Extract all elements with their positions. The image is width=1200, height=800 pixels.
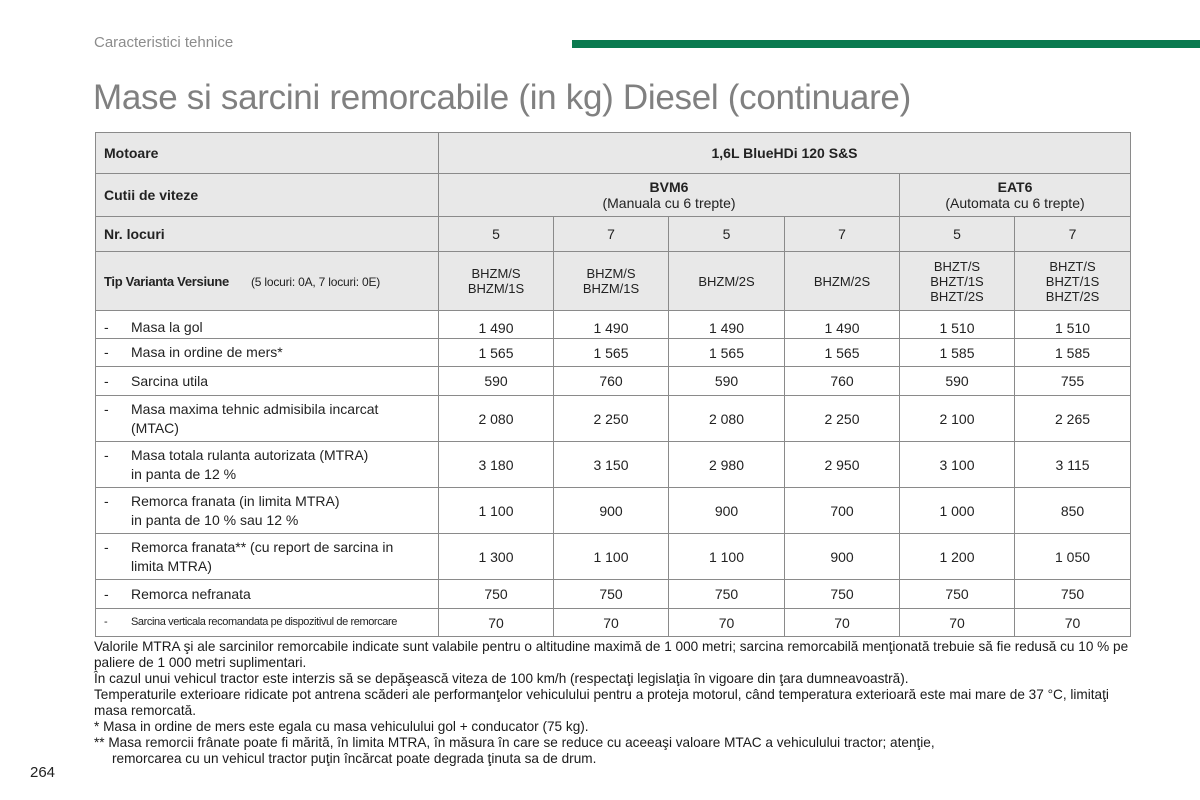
locuri-cell: 7: [1015, 217, 1131, 252]
tip-label-cell: [96, 252, 439, 311]
table-row: [96, 488, 1131, 534]
value-cell: 2 265: [1015, 396, 1131, 442]
footnote-line: * Masa in ordine de mers este egala cu masa vehiculului gol + conducator (75 kg).: [94, 719, 589, 734]
value-cell: 70: [785, 609, 900, 637]
value-cell: 1 585: [1015, 339, 1131, 367]
bullet-dash: -: [104, 616, 108, 628]
row-label-line: in panta de 10 % sau 12 %: [131, 511, 299, 528]
value-cell: 2 080: [669, 396, 785, 442]
value-cell: 760: [554, 367, 669, 396]
tip-cell: [554, 252, 669, 311]
value-cell: 2 250: [785, 396, 900, 442]
value-cell: 590: [669, 367, 785, 396]
row-label-line: in panta de 12 %: [131, 465, 237, 482]
row-label-cell: [96, 442, 439, 488]
row-label: [131, 372, 438, 391]
page-title: Mase si sarcini remorcabile (in kg) Diesel (continuare): [93, 78, 911, 117]
tip-code: BHZT/S: [1049, 258, 1096, 274]
value-cell: 750: [900, 580, 1015, 609]
value-cell: 3 150: [554, 442, 669, 488]
footnote-line: ** Masa remorcii frânate poate fi mărită, în limita MTRA, în măsura în care se reduce cu aceeaşi valoare MTAC a vehiculului tractor; atenţie,: [94, 735, 935, 750]
value-cell: 750: [1015, 580, 1131, 609]
value-cell: 1 585: [900, 339, 1015, 367]
row-label-cell: [96, 339, 439, 367]
row-label-line: Remorca nefranata: [131, 585, 251, 602]
value-cell: 2 980: [669, 442, 785, 488]
value-cell: 70: [554, 609, 669, 637]
tip-cell: [669, 252, 785, 311]
table-row: [96, 534, 1131, 580]
locuri-cell: 7: [554, 217, 669, 252]
row-label-line: (MTAC): [131, 419, 179, 436]
tip-code: BHZM/2S: [813, 273, 871, 289]
tip-code: BHZT/1S: [1045, 273, 1100, 289]
tip-code: BHZM/S: [586, 266, 636, 281]
row-label: [131, 585, 438, 604]
value-cell: 1 100: [439, 488, 554, 534]
value-cell: 2 080: [439, 396, 554, 442]
tip-label: Tip Varianta Versiune: [104, 274, 229, 289]
bullet-dash: -: [104, 585, 109, 602]
row-label-line: limita MTRA): [131, 557, 212, 574]
row-cutii: [96, 174, 1131, 217]
tip-cell: [439, 252, 554, 311]
locuri-cell: 7: [785, 217, 900, 252]
value-cell: 3 100: [900, 442, 1015, 488]
row-label: [131, 446, 438, 484]
gearbox-name: BVM6: [649, 179, 689, 195]
tip-code: BHZT/S: [933, 258, 981, 274]
row-label: [131, 613, 438, 632]
gearbox-desc: (Manuala cu 6 trepte): [602, 195, 736, 211]
tip-code: BHZM/1S: [582, 281, 640, 296]
locuri-cell: 5: [439, 217, 554, 252]
bullet-dash: -: [104, 538, 109, 555]
row-label-cell: [96, 534, 439, 580]
tip-code: BHZM/S: [471, 266, 521, 281]
value-cell: 755: [1015, 367, 1131, 396]
value-cell: 1 490: [669, 311, 785, 339]
table-row: [96, 339, 1131, 367]
value-cell: 1 200: [900, 534, 1015, 580]
value-cell: 1 490: [554, 311, 669, 339]
locuri-cell: 5: [669, 217, 785, 252]
bullet-dash: -: [104, 400, 109, 417]
row-label-cell: [96, 609, 439, 637]
row-label-line: Masa totala rulanta autorizata (MTRA): [131, 446, 369, 463]
row-label-line: Masa in ordine de mers*: [131, 344, 283, 360]
table-row: [96, 396, 1131, 442]
section-label: Caracteristici tehnice: [94, 34, 234, 51]
value-cell: 3 115: [1015, 442, 1131, 488]
row-label-cell: [96, 367, 439, 396]
value-cell: 750: [785, 580, 900, 609]
gearbox-desc: (Automata cu 6 trepte): [945, 195, 1085, 211]
row-label-line: Remorca franata (in limita MTRA): [131, 492, 340, 509]
gearbox-bvm6: [439, 174, 900, 217]
value-cell: 70: [900, 609, 1015, 637]
value-cell: 900: [785, 534, 900, 580]
motoare-label: Motoare: [96, 133, 439, 174]
bullet-dash: -: [104, 319, 109, 335]
value-cell: 3 180: [439, 442, 554, 488]
row-label-line: Sarcina verticala recomandata pe dispozitivul de remorcare: [131, 616, 397, 628]
locuri-cell: 5: [900, 217, 1015, 252]
value-cell: 900: [554, 488, 669, 534]
table-row: [96, 311, 1131, 339]
row-label: [131, 343, 438, 362]
page-number: 264: [30, 764, 56, 781]
row-label: [131, 318, 438, 337]
row-label-line: Remorca franata** (cu report de sarcina in: [131, 538, 394, 555]
row-label-cell: [96, 488, 439, 534]
value-cell: 700: [785, 488, 900, 534]
row-label-line: Masa maxima tehnic admisibila incarcat: [131, 400, 379, 417]
row-label-cell: [96, 311, 439, 339]
bullet-dash: -: [104, 492, 109, 509]
tip-cell: [1015, 252, 1131, 311]
table-row: [96, 442, 1131, 488]
value-cell: 1 565: [785, 339, 900, 367]
row-label-cell: [96, 580, 439, 609]
cutii-label: Cutii de viteze: [96, 174, 439, 217]
locuri-label: Nr. locuri: [96, 217, 439, 252]
value-cell: 1 050: [1015, 534, 1131, 580]
value-cell: 1 490: [785, 311, 900, 339]
footnote-line: În cazul unui vehicul tractor este interzis să se depăşească viteza de 100 km/h (respectaţi legislaţia în vigoare din ţara dumneavoastră).: [94, 671, 909, 686]
tip-code: BHZT/2S: [1045, 288, 1100, 304]
row-label: [131, 400, 438, 438]
value-cell: 70: [669, 609, 785, 637]
gearbox-name: EAT6: [997, 179, 1033, 195]
row-tip-varianta: [96, 252, 1131, 311]
row-label-line: Masa la gol: [131, 319, 203, 335]
value-cell: 750: [669, 580, 785, 609]
bullet-dash: -: [104, 446, 109, 463]
tip-code: BHZT/1S: [930, 273, 984, 289]
specs-table: [95, 132, 1131, 637]
bullet-dash: -: [104, 344, 109, 360]
footnote-line: remorcarea cu un vehicul tractor puţin încărcat poate degrada ţinuta sa de drum.: [112, 751, 597, 766]
value-cell: 1 510: [900, 311, 1015, 339]
value-cell: 760: [785, 367, 900, 396]
value-cell: 750: [554, 580, 669, 609]
footnote-line: Valorile MTRA şi ale sarcinilor remorcabile indicate sunt valabile pentru o altitudine maximă de 1 000 metri; sarcina remorcabilă menţionată trebuie să fie redusă cu 10 % pe paliere de 1 000 metri suplimentari.: [94, 639, 1129, 670]
value-cell: 1 490: [439, 311, 554, 339]
value-cell: 70: [1015, 609, 1131, 637]
tip-code: BHZM/2S: [698, 273, 755, 289]
value-cell: 1 000: [900, 488, 1015, 534]
value-cell: 2 250: [554, 396, 669, 442]
tip-cell: [785, 252, 900, 311]
motor-name: 1,6L BlueHDi 120 S&S: [439, 133, 1131, 174]
value-cell: 2 100: [900, 396, 1015, 442]
footnotes: [94, 639, 1139, 767]
row-label: [131, 538, 438, 576]
section-accent-bar: [572, 40, 1200, 48]
value-cell: 590: [900, 367, 1015, 396]
value-cell: 70: [439, 609, 554, 637]
row-label: [131, 492, 438, 530]
value-cell: 900: [669, 488, 785, 534]
value-cell: 1 565: [554, 339, 669, 367]
table-row: [96, 580, 1131, 609]
value-cell: 1 300: [439, 534, 554, 580]
value-cell: 1 510: [1015, 311, 1131, 339]
value-cell: 2 950: [785, 442, 900, 488]
tip-cell: [900, 252, 1015, 311]
tip-code: BHZT/2S: [930, 288, 984, 304]
table-row: [96, 367, 1131, 396]
value-cell: 1 565: [669, 339, 785, 367]
value-cell: 590: [439, 367, 554, 396]
footnote-line: Temperaturile exterioare ridicate pot antrena scăderi ale performanţelor vehiculului pentru a proteja motorul, când temperatura exterioară este mai mare de 37 °C, limitaţi masa remorcată.: [94, 687, 1109, 718]
bullet-dash: -: [104, 372, 109, 389]
tip-code: BHZM/1S: [467, 281, 525, 296]
value-cell: 1 100: [554, 534, 669, 580]
value-cell: 750: [439, 580, 554, 609]
value-cell: 1 100: [669, 534, 785, 580]
table-row: [96, 609, 1131, 637]
tip-note: (5 locuri: 0A, 7 locuri: 0E): [250, 275, 381, 289]
gearbox-eat6: [900, 174, 1131, 217]
row-motoare: [96, 133, 1131, 174]
row-label-cell: [96, 396, 439, 442]
value-cell: 850: [1015, 488, 1131, 534]
value-cell: 1 565: [439, 339, 554, 367]
row-locuri: [96, 217, 1131, 252]
row-label-line: Sarcina utila: [131, 372, 209, 389]
